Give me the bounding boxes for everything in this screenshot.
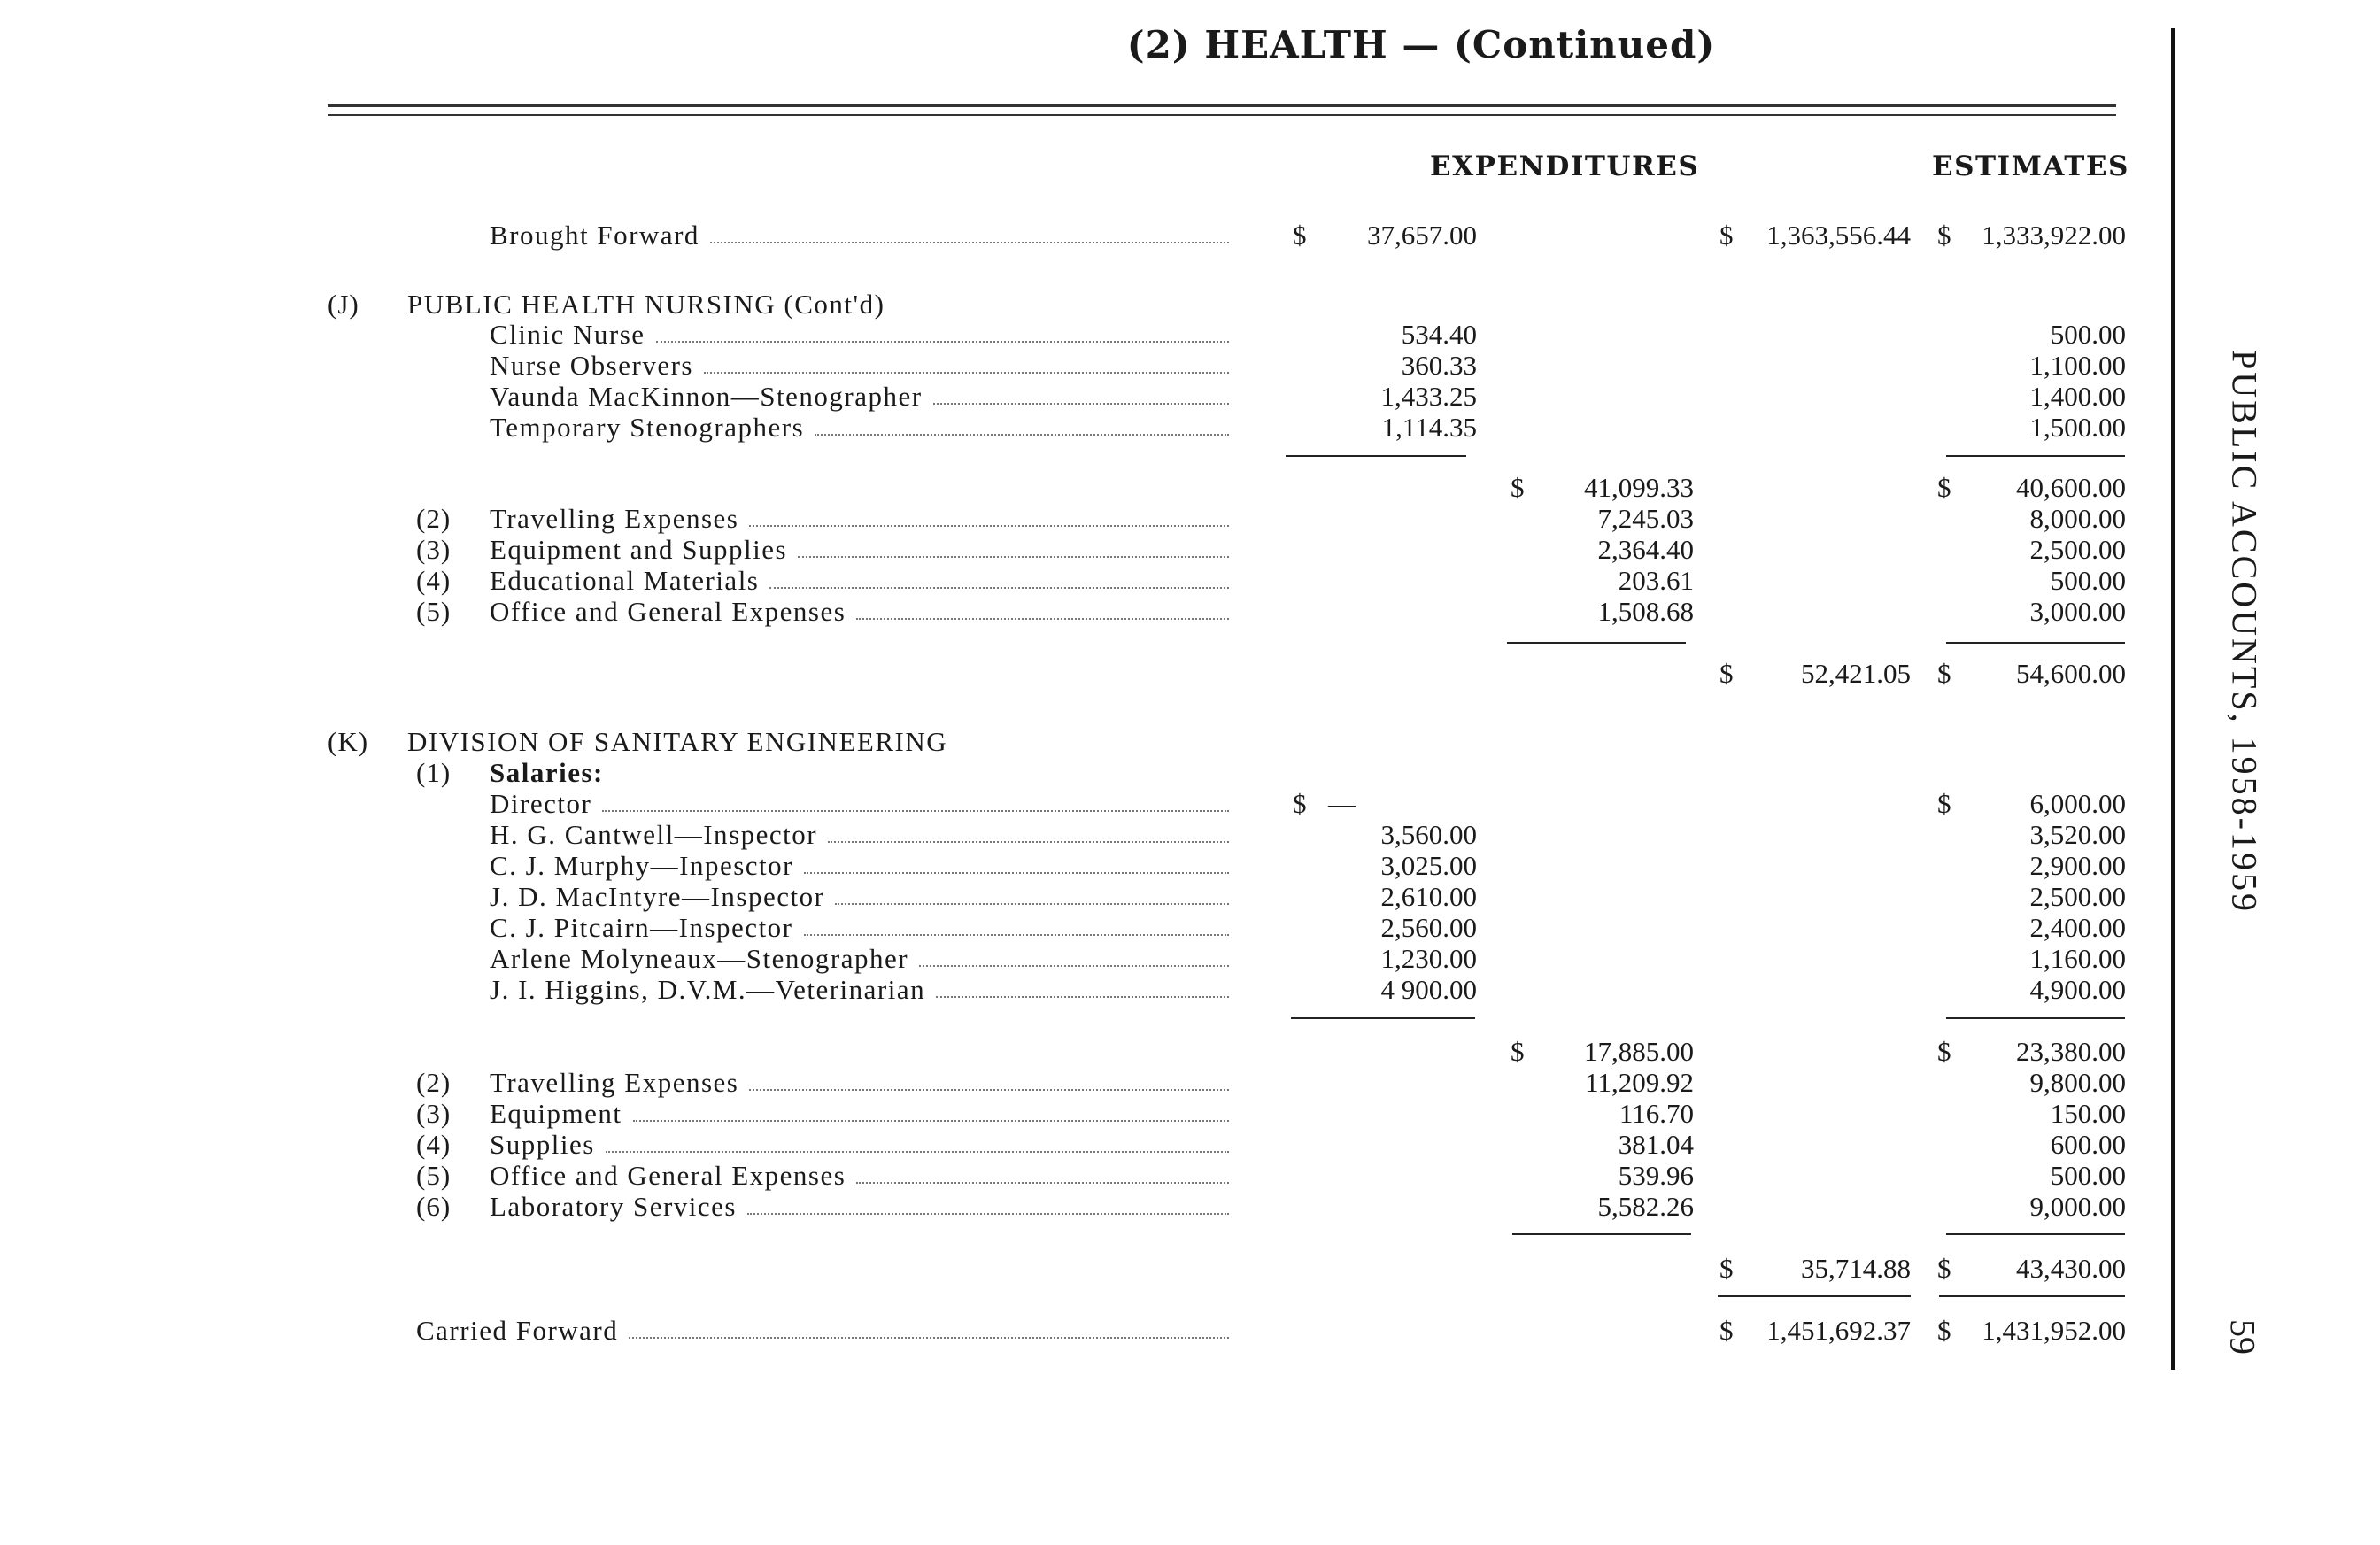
j-total-row xyxy=(0,658,2125,690)
row-item-number: (2) xyxy=(416,503,452,534)
row-label: Travelling Expenses xyxy=(490,1067,739,1098)
amount-c4 xyxy=(1886,319,2126,351)
amount-value: 1,500.00 xyxy=(2029,412,2126,443)
k-total-underline-c4 xyxy=(1939,1295,2125,1297)
amount-value: 1,230.00 xyxy=(1380,943,1477,974)
clinic-nurse-row xyxy=(0,319,2125,351)
dot-leader xyxy=(828,819,1229,843)
row-item-number: (5) xyxy=(416,596,452,627)
amount-value: 150.00 xyxy=(2050,1098,2126,1129)
row-item-number: (4) xyxy=(416,1129,452,1160)
amount-c4 xyxy=(1886,1160,2126,1192)
dot-leader xyxy=(933,381,1229,405)
amount-value: 2,400.00 xyxy=(2029,912,2126,943)
amount-c2 xyxy=(1452,1191,1694,1223)
amount-c4 xyxy=(1886,912,2126,944)
amount-value: 500.00 xyxy=(2050,1160,2126,1191)
dot-leader xyxy=(749,503,1229,527)
amount-c1 xyxy=(1240,412,1477,444)
dot-leader xyxy=(815,412,1229,436)
dot-leader xyxy=(936,974,1229,998)
dot-leader xyxy=(798,534,1229,558)
amount-c4 xyxy=(1886,1315,2126,1347)
amount-value: 9,000.00 xyxy=(2029,1191,2126,1222)
amount-value: 40,600.00 xyxy=(2016,472,2126,503)
amount-value: 3,025.00 xyxy=(1380,850,1477,881)
j-office-row xyxy=(0,596,2125,628)
currency-symbol: $ xyxy=(1937,472,1951,503)
amount-value: 600.00 xyxy=(2050,1129,2126,1160)
amount-c4 xyxy=(1886,850,2126,882)
amount-c4 xyxy=(1886,565,2126,597)
row-item-number: (3) xyxy=(416,1098,452,1129)
amount-c2 xyxy=(1452,1067,1694,1099)
amount-c2 xyxy=(1452,1098,1694,1130)
amount-c1 xyxy=(1240,819,1477,851)
amount-value: 43,430.00 xyxy=(2016,1253,2126,1284)
amount-value: 360.33 xyxy=(1401,350,1477,381)
amount-value: 2,900.00 xyxy=(2029,850,2126,881)
currency-symbol: $ xyxy=(1937,1315,1951,1346)
row-label: Travelling Expenses xyxy=(490,503,739,534)
amount-value: 539.96 xyxy=(1618,1160,1694,1191)
amount-value: 1,451,692.37 xyxy=(1766,1315,1911,1346)
k-supplies-row xyxy=(0,1129,2125,1161)
row-label: Equipment xyxy=(490,1098,622,1129)
cantwell-row xyxy=(0,819,2125,851)
row-label: Carried Forward xyxy=(416,1315,619,1346)
amount-value: 4 900.00 xyxy=(1380,974,1477,1005)
row-item-number: (1) xyxy=(416,757,452,788)
currency-symbol: $ xyxy=(1511,472,1525,503)
amount-c4 xyxy=(1886,788,2126,820)
murphy-row xyxy=(0,850,2125,882)
dot-leader xyxy=(704,350,1229,374)
row-label: Supplies xyxy=(490,1129,595,1160)
dot-leader xyxy=(804,850,1229,874)
running-title: PUBLIC ACCOUNTS, 1958-1959 xyxy=(2224,350,2265,914)
currency-symbol: $ xyxy=(1937,658,1951,689)
amount-value: 381.04 xyxy=(1618,1129,1694,1160)
amount-c4 xyxy=(1886,881,2126,913)
amount-c4 xyxy=(1886,943,2126,975)
currency-symbol: $ xyxy=(1293,788,1307,819)
page-number: 59 xyxy=(2222,1319,2263,1355)
column-header-estimates: ESTIMATES xyxy=(1932,151,2129,182)
amount-value: 35,714.88 xyxy=(1801,1253,1911,1284)
amount-c2 xyxy=(1452,503,1694,535)
amount-c3 xyxy=(1665,1315,1911,1347)
amount-value: 41,099.33 xyxy=(1584,472,1694,503)
amount-value: 500.00 xyxy=(2050,319,2126,350)
amount-c4 xyxy=(1886,412,2126,444)
j-other-underline-est xyxy=(1946,642,2125,644)
higgins-row xyxy=(0,974,2125,1006)
amount-c4 xyxy=(1886,1129,2126,1161)
row-item-number: (K) xyxy=(328,726,369,757)
currency-symbol: $ xyxy=(1511,1036,1525,1067)
row-item-number: (6) xyxy=(416,1191,452,1222)
amount-c1 xyxy=(1240,319,1477,351)
currency-symbol: $ xyxy=(1937,1253,1951,1284)
dot-leader xyxy=(633,1098,1229,1122)
title-rule-top xyxy=(328,104,2116,107)
j-educational-row xyxy=(0,565,2125,597)
dot-leader xyxy=(804,912,1229,936)
amount-c4 xyxy=(1886,220,2126,251)
k-salaries-subtotal-row xyxy=(0,1036,2125,1068)
row-label: Arlene Molyneaux—Stenographer xyxy=(490,943,909,974)
currency-symbol: $ xyxy=(1937,220,1951,251)
amount-c4 xyxy=(1886,1253,2126,1285)
currency-symbol: $ xyxy=(1719,220,1734,251)
row-label: Nurse Observers xyxy=(490,350,693,381)
dot-leader xyxy=(656,319,1229,343)
amount-c2 xyxy=(1452,1036,1694,1068)
amount-value: 6,000.00 xyxy=(2029,788,2126,819)
row-label: Office and General Expenses xyxy=(490,1160,846,1191)
amount-c2 xyxy=(1452,565,1694,597)
amount-value: 1,431,952.00 xyxy=(1982,1315,2126,1346)
amount-c1 xyxy=(1240,881,1477,913)
row-label: Laboratory Services xyxy=(490,1191,737,1222)
amount-c4 xyxy=(1886,819,2126,851)
amount-value: 2,364.40 xyxy=(1597,534,1694,565)
row-label: Director xyxy=(490,788,592,819)
amount-c2 xyxy=(1452,1129,1694,1161)
amount-c4 xyxy=(1886,472,2126,504)
currency-symbol: $ xyxy=(1719,1315,1734,1346)
j-travelling-row xyxy=(0,503,2125,535)
j-salaries-underline-est xyxy=(1946,455,2125,457)
dot-leader xyxy=(856,1160,1229,1184)
amount-c1 xyxy=(1240,974,1477,1006)
currency-symbol: $ xyxy=(1937,788,1951,819)
dot-leader xyxy=(602,788,1229,812)
amount-value: 500.00 xyxy=(2050,565,2126,596)
amount-c4 xyxy=(1886,596,2126,628)
amount-c1 xyxy=(1240,381,1477,413)
amount-value: 2,500.00 xyxy=(2029,534,2126,565)
row-label: Clinic Nurse xyxy=(490,319,645,350)
amount-c4 xyxy=(1886,534,2126,566)
amount-c4 xyxy=(1886,1036,2126,1068)
j-salaries-subtotal-row xyxy=(0,472,2125,504)
amount-c2 xyxy=(1452,596,1694,628)
amount-c4 xyxy=(1886,658,2126,690)
amount-c4 xyxy=(1886,974,2126,1006)
dot-leader xyxy=(747,1191,1229,1215)
carried-forward-row xyxy=(0,1315,2125,1347)
nurse-observers-row xyxy=(0,350,2125,382)
row-label: H. G. Cantwell—Inspector xyxy=(490,819,818,850)
amount-value: 17,885.00 xyxy=(1584,1036,1694,1067)
amount-value: 1,400.00 xyxy=(2029,381,2126,412)
row-label: Vaunda MacKinnon—Stenographer xyxy=(490,381,923,412)
k-other-underline-exp xyxy=(1512,1233,1691,1235)
row-label: PUBLIC HEALTH NURSING (Cont'd) xyxy=(407,289,885,320)
amount-c1 xyxy=(1240,350,1477,382)
k-total-underline-c3 xyxy=(1718,1295,1911,1297)
row-item-number: (5) xyxy=(416,1160,452,1191)
amount-value: 23,380.00 xyxy=(2016,1036,2126,1067)
dot-leader xyxy=(629,1315,1229,1339)
amount-value: 4,900.00 xyxy=(2029,974,2126,1005)
amount-value: 2,610.00 xyxy=(1380,881,1477,912)
row-label: Salaries: xyxy=(490,757,604,788)
j-salaries-underline-exp xyxy=(1286,455,1466,457)
amount-c1 xyxy=(1240,850,1477,882)
k-office-row xyxy=(0,1160,2125,1192)
amount-value: 9,800.00 xyxy=(2029,1067,2126,1098)
amount-c4 xyxy=(1886,1067,2126,1099)
dot-leader xyxy=(606,1129,1229,1153)
currency-symbol: $ xyxy=(1719,658,1734,689)
row-item-number: (4) xyxy=(416,565,452,596)
amount-value: 7,245.03 xyxy=(1597,503,1694,534)
row-label: Equipment and Supplies xyxy=(490,534,788,565)
row-label: Brought Forward xyxy=(490,220,699,251)
row-label: J. I. Higgins, D.V.M.—Veterinarian xyxy=(490,974,926,1005)
amount-value: 1,100.00 xyxy=(2029,350,2126,381)
amount-c3 xyxy=(1665,1253,1911,1285)
k-salaries-heading xyxy=(0,757,2125,789)
row-item-number: (J) xyxy=(328,289,359,320)
k-other-underline-est xyxy=(1946,1233,2125,1235)
row-label: Temporary Stenographers xyxy=(490,412,805,443)
row-label: DIVISION OF SANITARY ENGINEERING xyxy=(407,726,948,757)
amount-c2 xyxy=(1452,534,1694,566)
amount-value: 37,657.00 xyxy=(1367,220,1477,251)
currency-symbol: $ xyxy=(1719,1253,1734,1284)
amount-value: 534.40 xyxy=(1401,319,1477,350)
amount-c3 xyxy=(1665,658,1911,690)
macintyre-row xyxy=(0,881,2125,913)
margin-rule xyxy=(2171,28,2175,1370)
k-salaries-underline-est xyxy=(1946,1017,2125,1019)
amount-c1 xyxy=(1240,220,1477,251)
temp-stenographers-row xyxy=(0,412,2125,444)
amount-c4 xyxy=(1886,350,2126,382)
amount-value: 1,433.25 xyxy=(1380,381,1477,412)
k-total-row xyxy=(0,1253,2125,1285)
amount-value: 3,000.00 xyxy=(2029,596,2126,627)
row-label: C. J. Murphy—Inpesctor xyxy=(490,850,793,881)
amount-value: 116.70 xyxy=(1619,1098,1694,1129)
row-item-number: (3) xyxy=(416,534,452,565)
mackinnon-row xyxy=(0,381,2125,413)
molyneaux-row xyxy=(0,943,2125,975)
amount-value: 2,560.00 xyxy=(1380,912,1477,943)
amount-value: 5,582.26 xyxy=(1597,1191,1694,1222)
amount-value: 1,508.68 xyxy=(1597,596,1694,627)
section-j-heading xyxy=(0,289,2125,321)
row-item-number: (2) xyxy=(416,1067,452,1098)
director-row xyxy=(0,788,2125,820)
amount-c4 xyxy=(1886,1191,2126,1223)
amount-c4 xyxy=(1886,381,2126,413)
amount-c1 xyxy=(1240,943,1477,975)
section-k-heading xyxy=(0,726,2125,758)
page-title: (2) HEALTH — (Continued) xyxy=(1126,23,1716,66)
j-equipment-row xyxy=(0,534,2125,566)
amount-c3 xyxy=(1665,220,1911,251)
amount-value: 1,114.35 xyxy=(1381,412,1477,443)
pitcairn-row xyxy=(0,912,2125,944)
amount-c2 xyxy=(1452,1160,1694,1192)
row-label: Office and General Expenses xyxy=(490,596,846,627)
amount-value: 11,209.92 xyxy=(1585,1067,1694,1098)
amount-c4 xyxy=(1886,503,2126,535)
amount-c2 xyxy=(1452,472,1694,504)
row-label: J. D. MacIntyre—Inspector xyxy=(490,881,825,912)
k-travelling-row xyxy=(0,1067,2125,1099)
dot-leader xyxy=(710,220,1229,243)
column-header-expenditures: EXPENDITURES xyxy=(1430,151,1700,182)
amount-value: 8,000.00 xyxy=(2029,503,2126,534)
dot-leader xyxy=(835,881,1229,905)
amount-value: 1,160.00 xyxy=(2029,943,2126,974)
row-label: Educational Materials xyxy=(490,565,760,596)
k-salaries-underline-exp xyxy=(1291,1017,1475,1019)
title-rule-bottom xyxy=(328,114,2116,116)
dot-leader xyxy=(856,596,1229,620)
amount-value: — xyxy=(1328,788,1356,819)
amount-c4 xyxy=(1886,1098,2126,1130)
amount-value: 1,333,922.00 xyxy=(1982,220,2126,251)
amount-value: 52,421.05 xyxy=(1801,658,1911,689)
k-equipment-row xyxy=(0,1098,2125,1130)
amount-value: 203.61 xyxy=(1618,565,1694,596)
brought-forward-row xyxy=(0,220,2125,251)
dot-leader xyxy=(749,1067,1229,1091)
k-laboratory-row xyxy=(0,1191,2125,1223)
j-other-underline-exp xyxy=(1507,642,1686,644)
amount-value: 1,363,556.44 xyxy=(1766,220,1911,251)
amount-value: 3,560.00 xyxy=(1380,819,1477,850)
dot-leader xyxy=(919,943,1229,967)
currency-symbol: $ xyxy=(1293,220,1307,251)
currency-symbol: $ xyxy=(1937,1036,1951,1067)
amount-value: 2,500.00 xyxy=(2029,881,2126,912)
dot-leader xyxy=(769,565,1229,589)
amount-c1 xyxy=(1240,912,1477,944)
amount-value: 54,600.00 xyxy=(2016,658,2126,689)
row-label: C. J. Pitcairn—Inspector xyxy=(490,912,793,943)
amount-value: 3,520.00 xyxy=(2029,819,2126,850)
